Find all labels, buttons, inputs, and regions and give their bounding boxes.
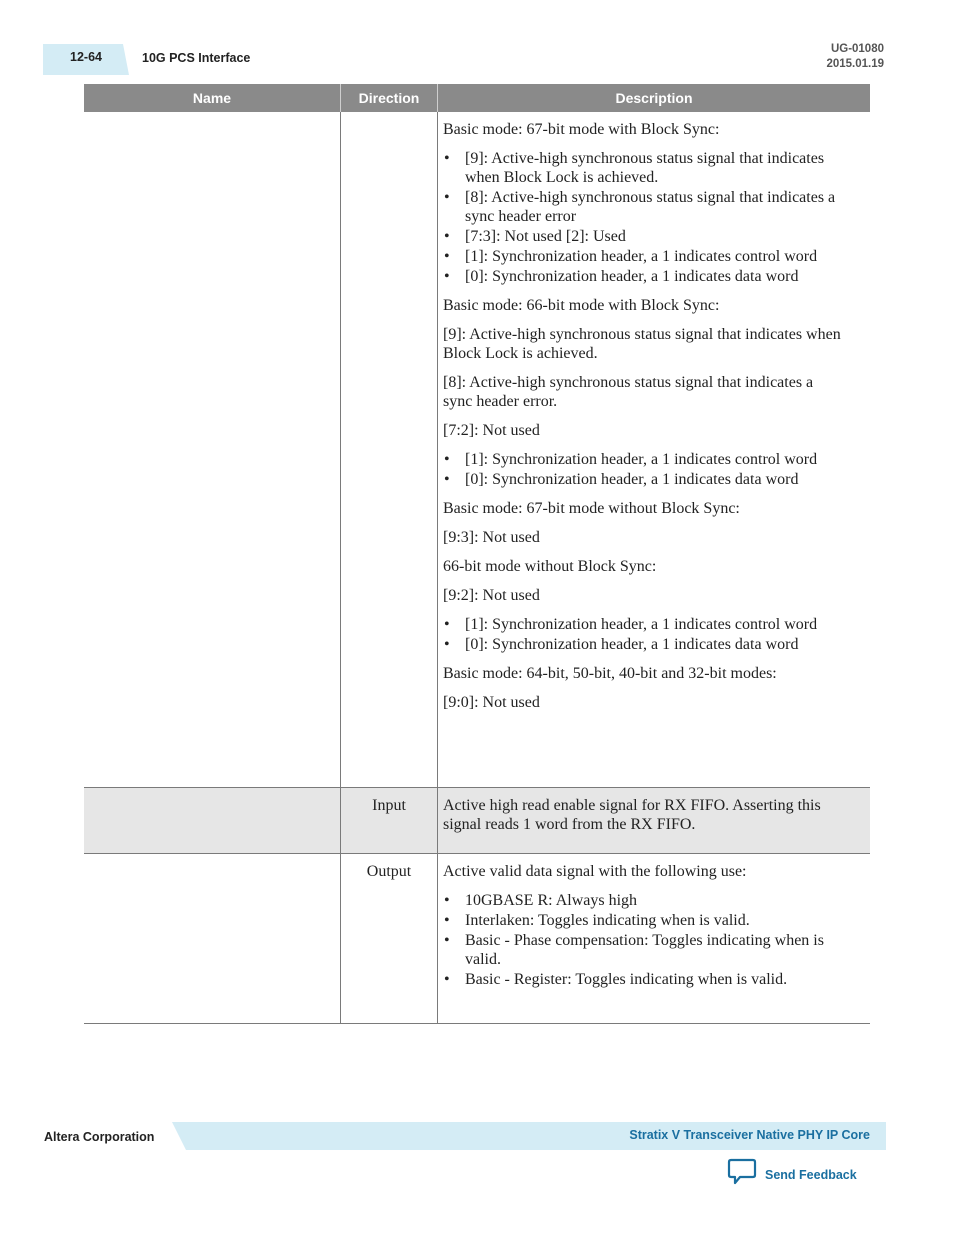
description-bullet-list [443, 450, 846, 489]
signal-table [84, 84, 870, 1024]
description-paragraph: [9:2]: Not used [443, 587, 540, 604]
table-header [84, 84, 870, 112]
footer-product-title[interactable]: Stratix V Transceiver Native PHY IP Core [629, 1128, 870, 1142]
description-paragraph: [9:0]: Not used [443, 694, 540, 711]
description-cell [438, 854, 870, 1023]
column-header-direction: Direction [341, 84, 438, 112]
speech-bubble-icon [727, 1158, 757, 1191]
list-item: • Basic - Phase compensation: Toggles indicating when is valid. [443, 931, 846, 969]
list-item: • [0]: Synchronization header, a 1 indicates data word [443, 267, 846, 286]
send-feedback-label[interactable]: Send Feedback [765, 1167, 857, 1182]
footer-company: Altera Corporation [44, 1130, 155, 1144]
list-item: • [9]: Active-high synchronous status signal that indicates when Block Lock is achieved. [443, 149, 846, 187]
list-item: • [7:3]: Not used [2]: Used [443, 227, 846, 246]
description-bullet-list [443, 891, 846, 989]
description-paragraph: Basic mode: 67-bit mode with Block Sync: [443, 121, 720, 138]
list-item: • [0]: Synchronization header, a 1 indicates data word [443, 635, 846, 654]
list-item: • [0]: Synchronization header, a 1 indicates data word [443, 470, 846, 489]
description-paragraph: Basic mode: 64-bit, 50-bit, 40-bit and 32-bit modes: [443, 665, 777, 682]
description-paragraph: Basic mode: 66-bit mode with Block Sync: [443, 297, 720, 314]
page-number: 12-64 [70, 50, 102, 64]
table-row [84, 788, 870, 854]
description-paragraph: 66-bit mode without Block Sync: [443, 558, 657, 575]
direction-cell: Output [341, 854, 438, 1023]
description-paragraph: [9:3]: Not used [443, 529, 540, 546]
section-title: 10G PCS Interface [142, 51, 251, 65]
column-header-description: Description [615, 90, 693, 106]
send-feedback-link[interactable] [727, 1158, 857, 1191]
list-item: • [1]: Synchronization header, a 1 indicates control word [443, 450, 846, 469]
description-cell [438, 112, 870, 787]
signal-name-cell [84, 788, 341, 853]
direction-cell [341, 112, 438, 787]
description-paragraph: [9]: Active-high synchronous status signal that indicates when Block Lock is achieved. [443, 326, 841, 362]
column-header-name: Name [84, 84, 341, 112]
signal-name-cell [84, 854, 341, 1023]
description-cell [438, 788, 870, 853]
doc-id-block [826, 42, 884, 72]
description-paragraph: [8]: Active-high synchronous status signal that indicates a sync header error. [443, 374, 814, 410]
signal-name-cell [84, 112, 341, 787]
description-paragraph: Basic mode: 67-bit mode without Block Sync: [443, 500, 740, 517]
table-row [84, 112, 870, 788]
description-paragraph: Active high read enable signal for RX FIFO. Asserting this signal reads 1 word from the RX FIFO. [443, 797, 821, 833]
list-item: • [8]: Active-high synchronous status signal that indicates a sync header error [443, 188, 846, 226]
list-item: • Basic - Register: Toggles indicating when is valid. [443, 970, 846, 989]
doc-date: 2015.01.19 [826, 58, 884, 70]
list-item: • 10GBASE R: Always high [443, 891, 846, 910]
doc-id: UG-01080 [830, 43, 884, 55]
table-row [84, 854, 870, 1024]
description-paragraph: [7:2]: Not used [443, 422, 540, 439]
direction-cell: Input [341, 788, 438, 853]
list-item: • Interlaken: Toggles indicating when is valid. [443, 911, 846, 930]
list-item: • [1]: Synchronization header, a 1 indicates control word [443, 615, 846, 634]
description-bullet-list [443, 615, 846, 654]
description-paragraph: Active valid data signal with the following use: [443, 863, 747, 880]
list-item: • [1]: Synchronization header, a 1 indicates control word [443, 247, 846, 266]
description-bullet-list [443, 149, 846, 286]
